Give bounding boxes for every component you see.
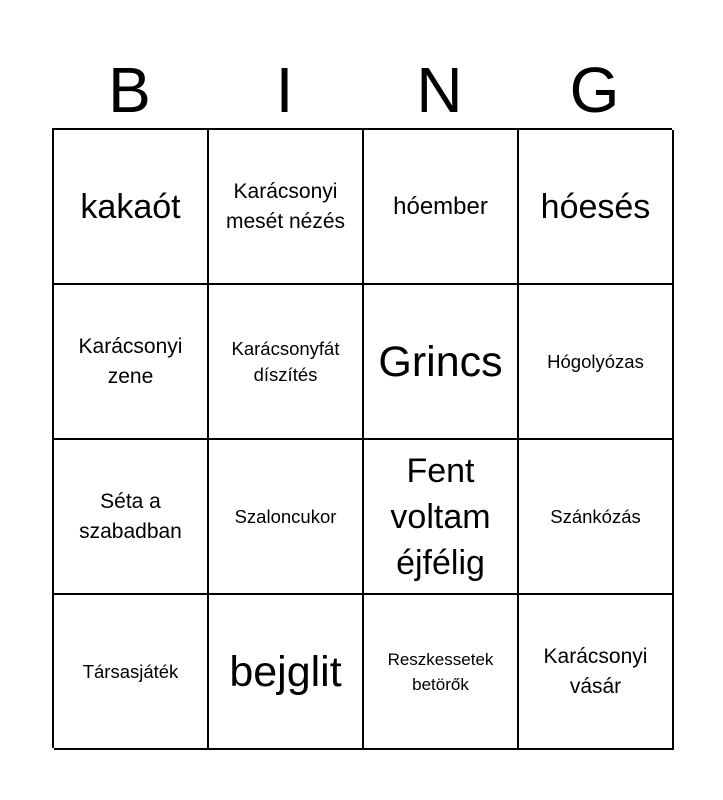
cell-text: Karácsonyi zene bbox=[78, 334, 183, 388]
bingo-title bbox=[52, 52, 672, 128]
cell-text: Karácsonyi vásár bbox=[543, 644, 648, 698]
cell-text: Karácsonyi mesét nézés bbox=[225, 179, 346, 233]
bingo-cell bbox=[364, 285, 519, 440]
bingo-cell bbox=[364, 130, 519, 285]
bingo-cell bbox=[519, 285, 674, 440]
cell-text: Reszkessetek betörők bbox=[387, 649, 494, 694]
bingo-cell bbox=[519, 440, 674, 595]
bingo-cell bbox=[364, 595, 519, 750]
cell-text: hóember bbox=[393, 192, 488, 220]
bingo-cell bbox=[519, 595, 674, 750]
bingo-cell bbox=[519, 130, 674, 285]
title-letter-b: B bbox=[108, 54, 151, 126]
bingo-cell bbox=[209, 285, 364, 440]
cell-text: Grincs bbox=[378, 337, 503, 386]
bingo-cell bbox=[209, 130, 364, 285]
cell-text: bejglit bbox=[229, 647, 342, 696]
cell-text: Szaloncukor bbox=[234, 505, 337, 527]
title-letter-n: N bbox=[416, 54, 463, 126]
bingo-cell bbox=[209, 595, 364, 750]
bingo-cell bbox=[54, 285, 209, 440]
cell-text: Társasjáték bbox=[82, 660, 179, 682]
cell-text: Séta a szabadban bbox=[79, 489, 182, 543]
bingo-cell bbox=[209, 440, 364, 595]
cell-text: Hógolyózas bbox=[547, 350, 644, 372]
bingo-grid bbox=[52, 128, 672, 748]
cell-text: Fent voltam éjfélig bbox=[390, 451, 491, 582]
bingo-cell bbox=[364, 440, 519, 595]
title-letter-g: G bbox=[569, 54, 620, 126]
cell-text: hóesés bbox=[540, 187, 651, 226]
cell-text: Szánkózás bbox=[550, 505, 641, 527]
cell-text: kakaót bbox=[80, 187, 181, 226]
bingo-cell bbox=[54, 130, 209, 285]
title-letter-i: I bbox=[275, 54, 294, 126]
bingo-cell bbox=[54, 440, 209, 595]
cell-text: Karácsonyfát díszítés bbox=[231, 337, 340, 385]
bingo-cell bbox=[54, 595, 209, 750]
